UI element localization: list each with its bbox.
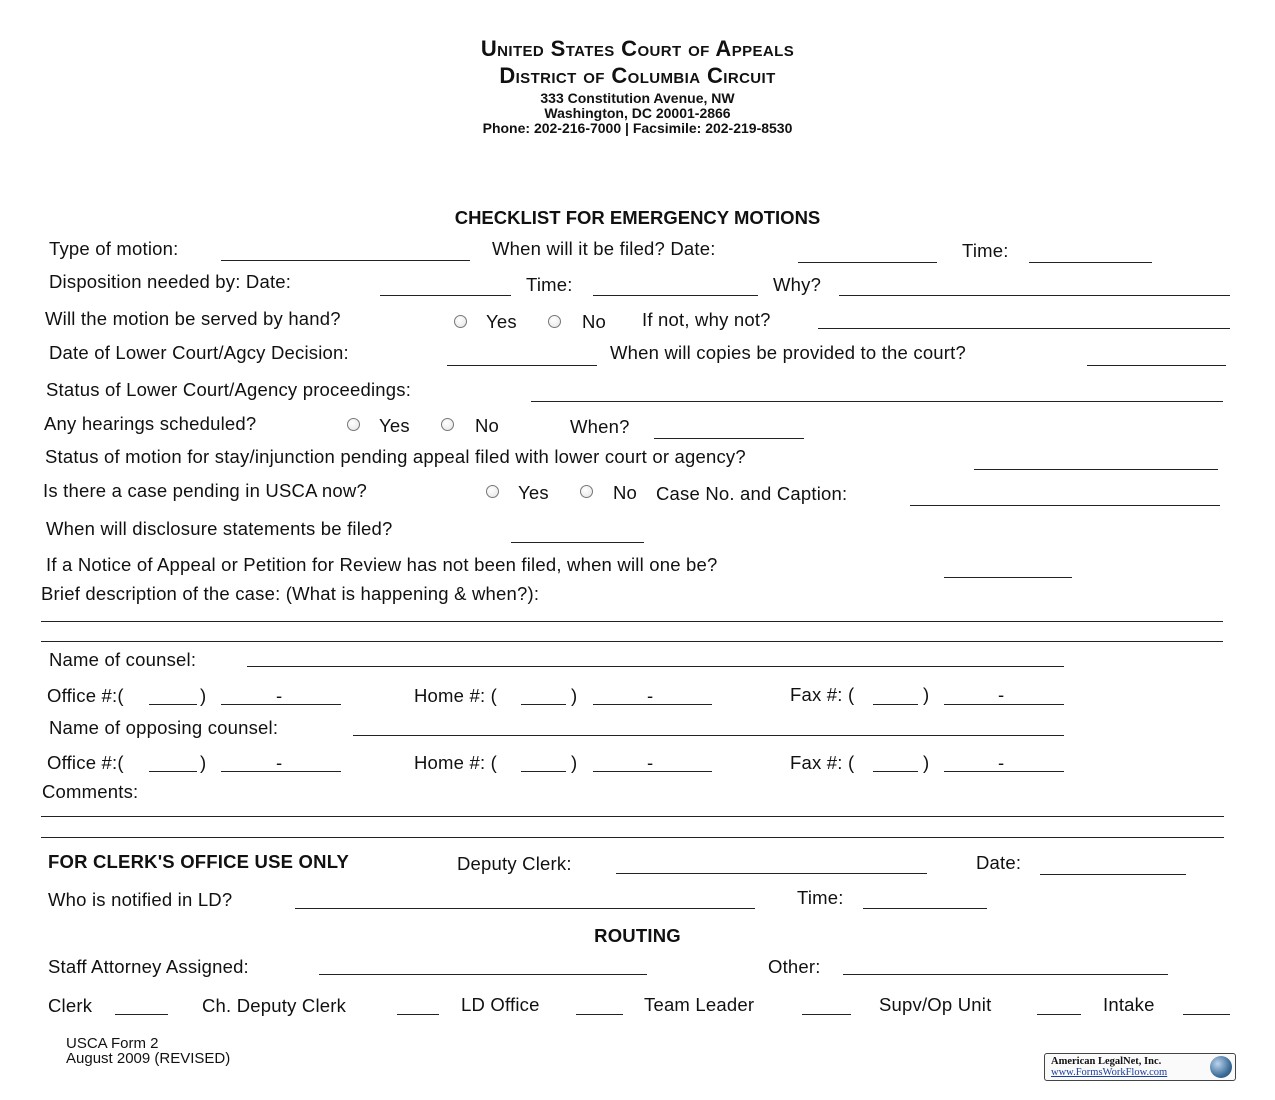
- route-supv-field[interactable]: [1037, 1014, 1081, 1015]
- route-ch-deputy-label: Ch. Deputy Clerk: [202, 995, 347, 1016]
- opposing-fax-dash: -: [998, 752, 1005, 773]
- route-ld-office-label: LD Office: [461, 994, 540, 1015]
- lower-court-date-field[interactable]: [447, 365, 597, 366]
- route-clerk-field[interactable]: [115, 1014, 168, 1015]
- notice-appeal-label: If a Notice of Appeal or Petition for Review has not been filed, when will one be?: [46, 554, 718, 575]
- opposing-home-paren: ): [571, 752, 578, 773]
- status-lower-field[interactable]: [531, 401, 1223, 402]
- logo-company: American LegalNet, Inc.: [1051, 1056, 1162, 1067]
- case-no-label: Case No. and Caption:: [656, 483, 848, 504]
- filed-time-label: Time:: [962, 240, 1009, 261]
- notified-field[interactable]: [295, 908, 755, 909]
- why-label: Why?: [773, 274, 822, 295]
- route-ld-office-field[interactable]: [576, 1014, 623, 1015]
- notified-label: Who is notified in LD?: [48, 889, 233, 910]
- hearings-when-field[interactable]: [654, 438, 804, 439]
- form-revision: August 2009 (REVISED): [66, 1050, 231, 1067]
- logo-url[interactable]: www.FormsWorkFlow.com: [1051, 1067, 1168, 1078]
- disposition-time-label: Time:: [526, 274, 573, 295]
- opposing-office-area-field[interactable]: [149, 771, 197, 772]
- counsel-home-dash: -: [647, 685, 654, 706]
- form-number: USCA Form 2: [66, 1035, 159, 1052]
- notice-appeal-field[interactable]: [944, 577, 1072, 578]
- route-ch-deputy-field[interactable]: [397, 1014, 439, 1015]
- brief-description-line-1[interactable]: [41, 621, 1223, 622]
- served-yes-radio[interactable]: [454, 315, 467, 328]
- filed-date-field[interactable]: [798, 262, 937, 263]
- court-name: United States Court of Appeals: [480, 36, 795, 61]
- served-by-hand-label: Will the motion be served by hand?: [45, 308, 341, 329]
- counsel-fax-area-field[interactable]: [873, 704, 918, 705]
- clerk-use-heading: FOR CLERK'S OFFICE USE ONLY: [48, 851, 350, 872]
- opposing-fax-paren: ): [923, 752, 930, 773]
- hearings-yes-label: Yes: [379, 415, 410, 436]
- route-clerk-label: Clerk: [48, 995, 93, 1016]
- brief-description-line-2[interactable]: [41, 641, 1223, 642]
- route-intake-label: Intake: [1103, 994, 1155, 1015]
- hearings-no-label: No: [475, 415, 500, 436]
- status-stay-label: Status of motion for stay/injunction pending appeal filed with lower court or agency?: [45, 446, 746, 467]
- disposition-time-field[interactable]: [593, 295, 758, 296]
- route-intake-field[interactable]: [1183, 1014, 1230, 1015]
- copies-provided-label: When will copies be provided to the court?: [610, 342, 966, 363]
- case-pending-no-radio[interactable]: [580, 485, 593, 498]
- opposing-counsel-label: Name of opposing counsel:: [49, 717, 279, 738]
- comments-label: Comments:: [42, 781, 139, 802]
- counsel-fax-label: Fax #: (: [790, 684, 855, 705]
- counsel-office-paren: ): [200, 685, 207, 706]
- legalnet-logo[interactable]: [1044, 1053, 1236, 1081]
- disposition-date-field[interactable]: [380, 295, 511, 296]
- opposing-office-dash: -: [276, 752, 283, 773]
- served-no-label: No: [582, 311, 607, 332]
- when-filed-label: When will it be filed? Date:: [492, 238, 716, 259]
- comments-line-1[interactable]: [41, 816, 1224, 817]
- address-line-1: 333 Constitution Avenue, NW: [540, 90, 735, 106]
- address-line-2: Washington, DC 20001-2866: [544, 105, 731, 121]
- type-of-motion-label: Type of motion:: [49, 238, 179, 259]
- status-stay-field[interactable]: [974, 469, 1218, 470]
- opposing-counsel-field[interactable]: [353, 735, 1064, 736]
- why-field[interactable]: [839, 295, 1230, 296]
- deputy-clerk-field[interactable]: [616, 873, 927, 874]
- served-yes-label: Yes: [486, 311, 517, 332]
- clerk-time-field[interactable]: [863, 908, 987, 909]
- phone-line: Phone: 202-216-7000 | Facsimile: 202-219-8530: [482, 120, 793, 136]
- staff-attorney-field[interactable]: [319, 974, 647, 975]
- opposing-fax-label: Fax #: (: [790, 752, 855, 773]
- type-of-motion-field[interactable]: [221, 260, 470, 261]
- disclosure-label: When will disclosure statements be filed?: [46, 518, 393, 539]
- counsel-fax-paren: ): [923, 684, 930, 705]
- if-not-why-label: If not, why not?: [642, 309, 771, 330]
- staff-attorney-label: Staff Attorney Assigned:: [48, 956, 249, 977]
- opposing-office-paren: ): [200, 752, 207, 773]
- opposing-office-label: Office #:(: [47, 752, 124, 773]
- other-label: Other:: [768, 956, 821, 977]
- deputy-clerk-label: Deputy Clerk:: [457, 853, 572, 874]
- served-no-radio[interactable]: [548, 315, 561, 328]
- case-no-field[interactable]: [910, 505, 1220, 506]
- case-pending-yes-radio[interactable]: [486, 485, 499, 498]
- form-title: CHECKLIST FOR EMERGENCY MOTIONS: [454, 207, 821, 228]
- disclosure-field[interactable]: [511, 542, 644, 543]
- disposition-label: Disposition needed by: Date:: [49, 271, 292, 292]
- counsel-home-label: Home #: (: [414, 685, 498, 706]
- counsel-field[interactable]: [247, 666, 1064, 667]
- counsel-office-label: Office #:(: [47, 685, 124, 706]
- lower-court-date-label: Date of Lower Court/Agcy Decision:: [49, 342, 349, 363]
- clerk-date-label: Date:: [976, 852, 1022, 873]
- hearings-no-radio[interactable]: [441, 418, 454, 431]
- case-pending-yes-label: Yes: [518, 482, 549, 503]
- counsel-home-area-field[interactable]: [521, 704, 566, 705]
- filed-time-field[interactable]: [1029, 262, 1152, 263]
- route-team-leader-field[interactable]: [802, 1014, 851, 1015]
- route-supv-label: Supv/Op Unit: [879, 994, 992, 1015]
- status-lower-label: Status of Lower Court/Agency proceedings:: [46, 379, 412, 400]
- routing-heading: ROUTING: [594, 925, 681, 946]
- counsel-label: Name of counsel:: [49, 649, 197, 670]
- opposing-fax-area-field[interactable]: [873, 771, 918, 772]
- copies-provided-field[interactable]: [1087, 365, 1226, 366]
- opposing-home-label: Home #: (: [414, 752, 498, 773]
- case-pending-no-label: No: [613, 482, 638, 503]
- opposing-home-area-field[interactable]: [521, 771, 566, 772]
- route-team-leader-label: Team Leader: [644, 994, 755, 1015]
- if-not-why-field[interactable]: [818, 328, 1230, 329]
- hearings-label: Any hearings scheduled?: [44, 413, 257, 434]
- circuit-name: District of Columbia Circuit: [499, 63, 776, 88]
- case-pending-label: Is there a case pending in USCA now?: [43, 480, 367, 501]
- clerk-date-field[interactable]: [1040, 874, 1186, 875]
- counsel-office-area-field[interactable]: [149, 704, 197, 705]
- other-field[interactable]: [843, 974, 1168, 975]
- comments-line-2[interactable]: [41, 837, 1224, 838]
- clerk-time-label: Time:: [797, 887, 844, 908]
- counsel-home-paren: ): [571, 685, 578, 706]
- globe-icon: [1210, 1056, 1232, 1078]
- hearings-when-label: When?: [570, 416, 630, 437]
- hearings-yes-radio[interactable]: [347, 418, 360, 431]
- brief-description-label: Brief description of the case: (What is happening & when?):: [41, 583, 540, 604]
- opposing-home-dash: -: [647, 752, 654, 773]
- counsel-office-dash: -: [276, 685, 283, 706]
- counsel-fax-dash: -: [998, 684, 1005, 705]
